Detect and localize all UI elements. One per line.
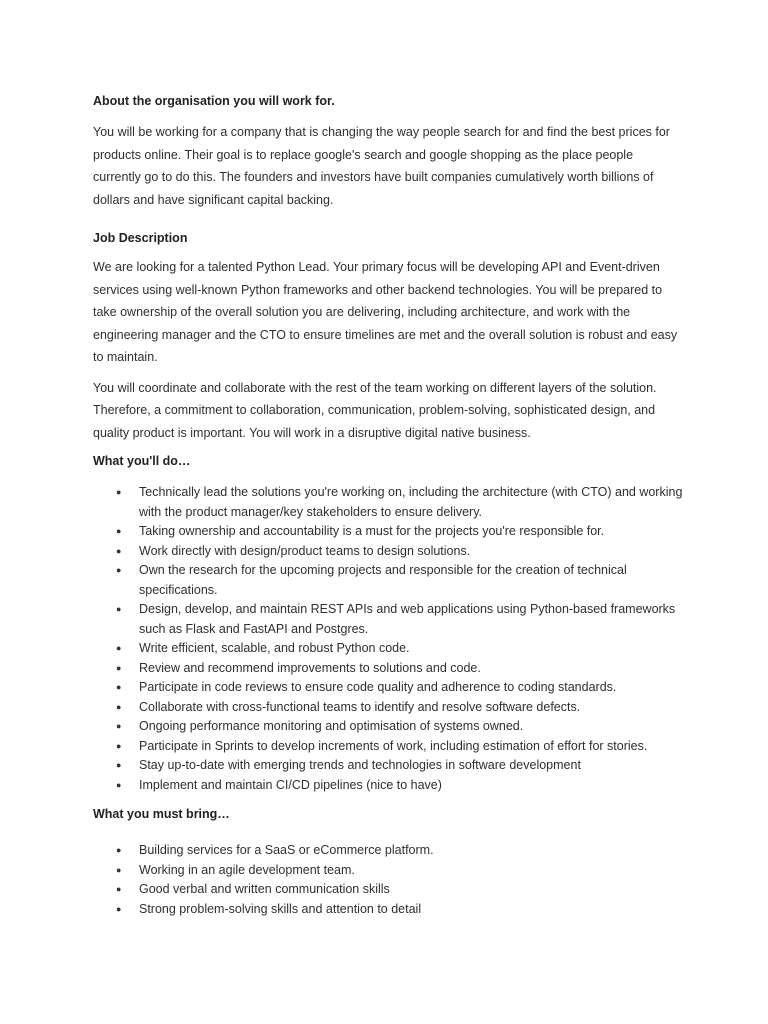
- bullet-icon: ●: [116, 643, 122, 653]
- list-item-text: Working in an agile development team.: [139, 862, 355, 877]
- list-item-text: Design, develop, and maintain REST APIs and web applications using Python-based frameworks such as Flask and FastAPI and Postgres.: [139, 602, 676, 636]
- list-item-text: Review and recommend improvements to solutions and code.: [139, 660, 481, 675]
- list-item: [93, 756, 683, 776]
- list-item: [93, 717, 683, 737]
- list-item-text: Technically lead the solutions you're working on, including the architecture (with CTO) and working with the product manager/key stakeholders to ensure delivery.: [139, 485, 683, 519]
- bullet-icon: ●: [116, 903, 122, 914]
- what-you-do-list: [93, 483, 683, 795]
- what-you-do-heading: What you'll do…: [93, 454, 191, 468]
- list-item-text: Building services for a SaaS or eCommerce platform.: [139, 843, 434, 857]
- bullet-icon: ●: [116, 760, 122, 770]
- list-item-text: Participate in Sprints to develop increments of work, including estimation of effort for stories.: [139, 738, 648, 753]
- list-item: [93, 659, 683, 679]
- bullet-icon: ●: [116, 779, 122, 790]
- list-item: [93, 600, 683, 639]
- list-item: [93, 522, 683, 542]
- bullet-icon: ●: [116, 701, 122, 712]
- bullet-icon: ●: [116, 662, 122, 673]
- list-item-text: Work directly with design/product teams to design solutions.: [139, 543, 471, 558]
- list-item-text: Own the research for the upcoming projects and responsible for the creation of technical specifications.: [139, 563, 627, 597]
- list-item: [93, 900, 683, 920]
- bullet-icon: ●: [116, 864, 122, 875]
- list-item-text: Strong problem-solving skills and attention to detail: [139, 901, 422, 916]
- list-item: [93, 861, 683, 881]
- job-description-heading: Job Description: [93, 231, 188, 245]
- list-item-text: Implement and maintain CI/CD pipelines (nice to have): [139, 777, 442, 792]
- list-item: [93, 698, 683, 718]
- bullet-icon: ●: [116, 682, 122, 692]
- bullet-icon: ●: [116, 565, 122, 575]
- list-item: [93, 639, 683, 659]
- bullet-icon: ●: [116, 884, 122, 894]
- list-item-text: Collaborate with cross-functional teams to identify and resolve software defects.: [139, 699, 581, 714]
- list-item-text: Taking ownership and accountability is a must for the projects you're responsible for.: [139, 524, 605, 538]
- job-description-paragraph-2: You will coordinate and collaborate with the rest of the team working on different layers of the solution. Therefore, a commitment to collaboration, communication, problem-solving, sophisticated design, and quality product is important. You will work in a disruptive digital native business.: [93, 380, 657, 440]
- bullet-icon: ●: [116, 845, 122, 855]
- bullet-icon: ●: [116, 721, 122, 731]
- document-page: [93, 90, 683, 919]
- must-bring-heading: What you must bring…: [93, 807, 230, 821]
- list-item: [93, 542, 683, 562]
- list-item: [93, 776, 683, 796]
- bullet-icon: ●: [116, 545, 122, 556]
- list-item-text: Write efficient, scalable, and robust Python code.: [139, 641, 410, 655]
- org-paragraph: You will be working for a company that is changing the way people search for and find the best prices for products online. Their goal is to replace google's search and google shopping as the place people currently go to do this. The founders and investors have built companies cumulatively worth billions of dollars and have significant capital backing.: [93, 125, 670, 207]
- list-item-text: Good verbal and written communication skills: [139, 882, 390, 896]
- list-item: [93, 678, 683, 698]
- bullet-icon: ●: [116, 604, 122, 614]
- org-heading: About the organisation you will work for.: [93, 94, 335, 108]
- list-item: [93, 561, 683, 600]
- must-bring-list: [93, 841, 683, 919]
- list-item-text: Participate in code reviews to ensure code quality and adherence to coding standards.: [139, 680, 617, 694]
- bullet-icon: ●: [116, 487, 122, 497]
- list-item: [93, 737, 683, 757]
- bullet-icon: ●: [116, 526, 122, 536]
- list-item: [93, 841, 683, 861]
- list-item: [93, 483, 683, 522]
- list-item-text: Stay up-to-date with emerging trends and technologies in software development: [139, 758, 581, 772]
- list-item: [93, 880, 683, 900]
- job-description-paragraph-1: We are looking for a talented Python Lead. Your primary focus will be developing API and Event-driven services using well-known Python frameworks and other backend technologies. You will be prepared to take ownership of the overall solution you are delivering, including architecture, and work with the engineering manager and the CTO to ensure timelines are met and the overall solution is robust and easy to maintain.: [93, 260, 678, 364]
- bullet-icon: ●: [116, 740, 122, 751]
- list-item-text: Ongoing performance monitoring and optimisation of systems owned.: [139, 719, 524, 733]
